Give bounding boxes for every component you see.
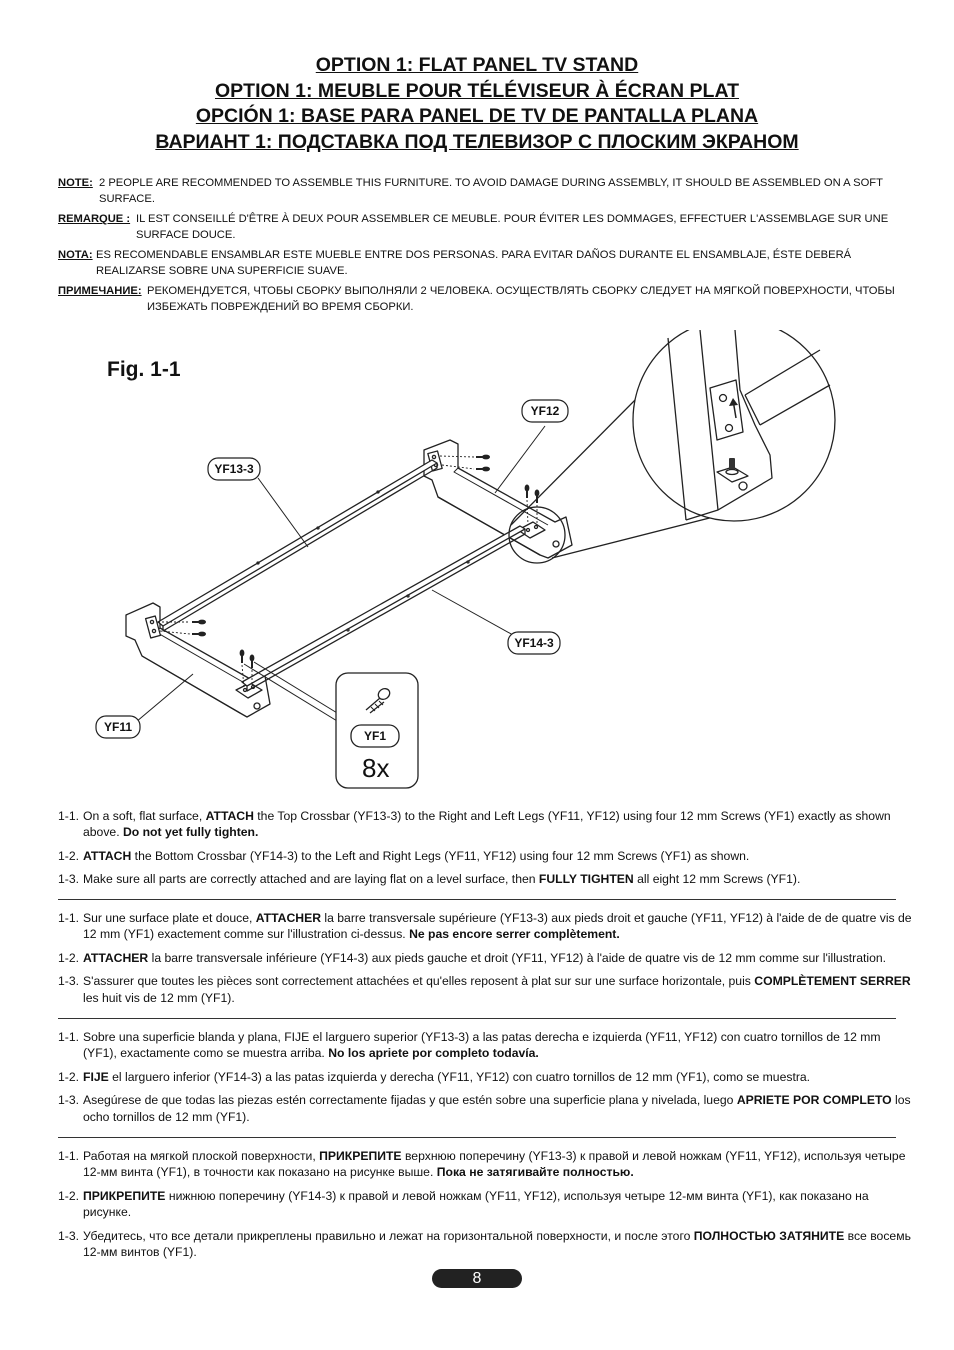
- step-1-2: [58, 1069, 913, 1085]
- section-divider: [58, 899, 896, 900]
- note-fr: [58, 212, 898, 243]
- step-text: the Bottom Crossbar (YF14-3) to the Left and Right Legs (YF11, YF12) using four 12 mm Screws (YF1) as shown.: [131, 848, 750, 863]
- step-number: 1-1.: [58, 1030, 80, 1044]
- step-text: Sobre una superficie blanda y plana, FIJE el larguero superior (YF13-3) a las patas derecha e izquierda (YF11, YF12) con cuatro tornillos de 12 mm (YF1), exactamente como se muestra arriba.: [83, 1030, 881, 1061]
- note-es: [58, 248, 898, 279]
- step-emphasis: APRIETE POR COMPLETO: [736, 1093, 892, 1108]
- step-text: Sur une surface plate et douce,: [83, 911, 256, 925]
- hardware-box: [336, 673, 418, 788]
- left-leg-yf11: [126, 603, 270, 717]
- step-text: les huit vis de 12 mm (YF1).: [83, 990, 235, 1005]
- note-label: NOTE:: [58, 177, 93, 189]
- label-yf14-3: YF14-3: [514, 636, 554, 650]
- step-emphasis: Ne pas encore serrer complètement.: [409, 927, 620, 942]
- instructions-en: [58, 808, 913, 895]
- instructions-ru: [58, 1148, 913, 1267]
- step-text: los ocho tornillos de 12 mm (YF1).: [83, 1093, 911, 1124]
- step-1-2: [58, 950, 913, 966]
- label-yf13-3: YF13-3: [214, 462, 254, 476]
- step-text: нижнюю поперечину (YF14-3) к правой и левой ножкам (YF11, YF12), используя четыре 12-мм винта (YF1), как показано на рисунке.: [83, 1188, 869, 1220]
- step-1-3: [58, 871, 913, 887]
- note-label: NOTA:: [58, 249, 93, 261]
- step-number: 1-3.: [58, 872, 80, 887]
- step-text: Make sure all parts are correctly attached and are laying flat on a level surface, then: [83, 872, 539, 887]
- note-en: [58, 176, 898, 207]
- step-1-3: [58, 1092, 913, 1125]
- step-emphasis: Пока не затягивайте полностью.: [436, 1165, 634, 1180]
- screw-quantity: 8x: [362, 753, 390, 783]
- step-text: Работая на мягкой плоской поверхности,: [83, 1149, 320, 1163]
- step-text: все восемь 12-мм винтов (YF1).: [83, 1228, 911, 1260]
- step-text: Asegúrese de que todas las piezas estén correctamente fijadas y que estén sobre una superficie plana y nivelada, luego: [83, 1093, 737, 1108]
- assembly-diagram: [0, 330, 954, 800]
- step-text: la barre transversale supérieure (YF13-3) aux pieds droit et gauche (YF11, YF12) à l'aide de de quatre vis de 12 mm (YF1) exactement comme sur l'illustration ci-dessus.: [83, 911, 912, 942]
- note-label: REMARQUE :: [58, 213, 131, 225]
- step-text: la barre transversale inférieure (YF14-3) aux pieds gauche et droit (YF11, YF12) à l'aide de quatre vis de 12 mm comme sur l'illustration.: [148, 950, 887, 965]
- step-text: el larguero inferior (YF14-3) a las patas izquierda y derecha (YF11, YF12) con cuatro tornillos de 12 mm (YF1), como se muestra.: [108, 1069, 811, 1084]
- page-titles: [0, 53, 954, 155]
- label-yf1: YF1: [363, 729, 387, 743]
- step-number: 1-3.: [58, 1093, 80, 1108]
- step-emphasis: FULLY TIGHTEN: [538, 872, 634, 887]
- assembly-notes: [58, 176, 898, 320]
- title-en: OPTION 1: FLAT PANEL TV STAND: [315, 54, 639, 76]
- instructions-fr: [58, 910, 913, 1013]
- step-emphasis: ATTACHER: [255, 911, 321, 925]
- step-text: Убедитесь, что все детали прикреплены правильно и лежат на горизонтальной поверхности, и после этого: [83, 1228, 694, 1243]
- title-es: OPCIÓN 1: BASE PARA PANEL DE TV DE PANTALLA PLANA: [195, 105, 759, 127]
- step-emphasis: ATTACHER: [83, 950, 149, 965]
- note-label: ПРИМЕЧАНИЕ:: [58, 285, 142, 297]
- step-number: 1-2.: [58, 950, 80, 965]
- note-text: 2 PEOPLE ARE RECOMMENDED TO ASSEMBLE THIS FURNITURE. TO AVOID DAMAGE DURING ASSEMBLY, IT SHOULD BE ASSEMBLED ON A SOFT SURFACE.: [99, 177, 883, 205]
- step-emphasis: Do not yet fully tighten.: [122, 825, 259, 840]
- label-yf12: YF12: [530, 404, 560, 418]
- step-emphasis: ATTACH: [83, 848, 132, 863]
- step-1-3: [58, 1228, 913, 1261]
- page-number: 8: [432, 1269, 522, 1288]
- step-text: the Top Crossbar (YF13-3) to the Right and Left Legs (YF11, YF12) using four 12 mm Screws (YF1) exactly as shown above.: [83, 809, 891, 840]
- note-text: РЕКОМЕНДУЕТСЯ, ЧТОБЫ СБОРКУ ВЫПОЛНЯЛИ 2 ЧЕЛОВЕКА. ОСУЩЕСТВЛЯТЬ СБОРКУ СЛЕДУЕТ НА МЯГКОЙ ПОВЕРХНОСТИ, ЧТОБЫ ИЗБЕЖАТЬ ПОВРЕЖДЕНИЙ ВО ВРЕМЯ СБОРКИ.: [147, 285, 895, 313]
- step-1-2: [58, 848, 913, 864]
- step-emphasis: COMPLÈTEMENT SERRER: [754, 974, 911, 989]
- step-text: all eight 12 mm Screws (YF1).: [633, 872, 801, 887]
- step-number: 1-2.: [58, 1188, 80, 1203]
- step-1-1: [58, 1148, 913, 1181]
- step-emphasis: ATTACH: [205, 809, 254, 823]
- step-number: 1-2.: [58, 848, 80, 863]
- part-labels: [96, 400, 568, 738]
- step-emphasis: FIJE: [83, 1069, 109, 1084]
- figure-title: Fig. 1-1: [107, 358, 181, 381]
- step-1-3: [58, 973, 913, 1006]
- instructions-es: [58, 1029, 913, 1132]
- step-1-1: [58, 1029, 913, 1062]
- step-1-2: [58, 1188, 913, 1221]
- step-emphasis: No los apriete por completo todavía.: [328, 1046, 539, 1061]
- step-emphasis: ПОЛНОСТЬЮ ЗАТЯНИТЕ: [693, 1228, 845, 1243]
- step-number: 1-2.: [58, 1069, 80, 1084]
- step-number: 1-1.: [58, 1149, 80, 1163]
- step-number: 1-1.: [58, 809, 80, 823]
- section-divider: [58, 1137, 896, 1138]
- step-1-1: [58, 808, 913, 841]
- title-ru: ВАРИАНТ 1: ПОДСТАВКА ПОД ТЕЛЕВИЗОР С ПЛОСКИМ ЭКРАНОМ: [155, 130, 799, 153]
- step-emphasis: ПРИКРЕПИТЕ: [319, 1149, 402, 1163]
- step-1-1: [58, 910, 913, 943]
- note-text: IL EST CONSEILLÉ D'ÊTRE À DEUX POUR ASSEMBLER CE MEUBLE. POUR ÉVITER LES DOMMAGES, EFFECTUER L'ASSEMBLAGE SUR UNE SURFACE DOUCE.: [136, 213, 889, 241]
- note-ru: [58, 284, 898, 315]
- note-text: ES RECOMENDABLE ENSAMBLAR ESTE MUEBLE ENTRE DOS PERSONAS. PARA EVITAR DAÑOS DURANTE EL ENSAMBLAJE, ÉSTE DEBERÁ REALIZARSE SOBRE UNA SUPERFICIE SUAVE.: [96, 249, 852, 277]
- step-number: 1-3.: [58, 974, 80, 989]
- top-crossbar-yf13-3: [158, 460, 437, 631]
- step-number: 1-1.: [58, 911, 80, 925]
- label-yf11: YF11: [103, 720, 133, 734]
- title-fr: OPTION 1: MEUBLE POUR TÉLÉVISEUR À ÉCRAN PLAT: [214, 79, 739, 102]
- section-divider: [58, 1018, 896, 1019]
- step-text: верхнюю поперечину (YF13-3) к правой и левой ножкам (YF11, YF12), используя четыре 12-мм винта (YF1), в точности как показано на рисунке выше.: [83, 1149, 906, 1180]
- step-emphasis: ПРИКРЕПИТЕ: [83, 1188, 166, 1203]
- step-text: On a soft, flat surface,: [83, 809, 206, 823]
- step-number: 1-3.: [58, 1228, 80, 1243]
- step-text: S'assurer que toutes les pièces sont correctement attachées et qu'elles reposent à plat sur sur une surface horizontale, puis: [83, 974, 755, 989]
